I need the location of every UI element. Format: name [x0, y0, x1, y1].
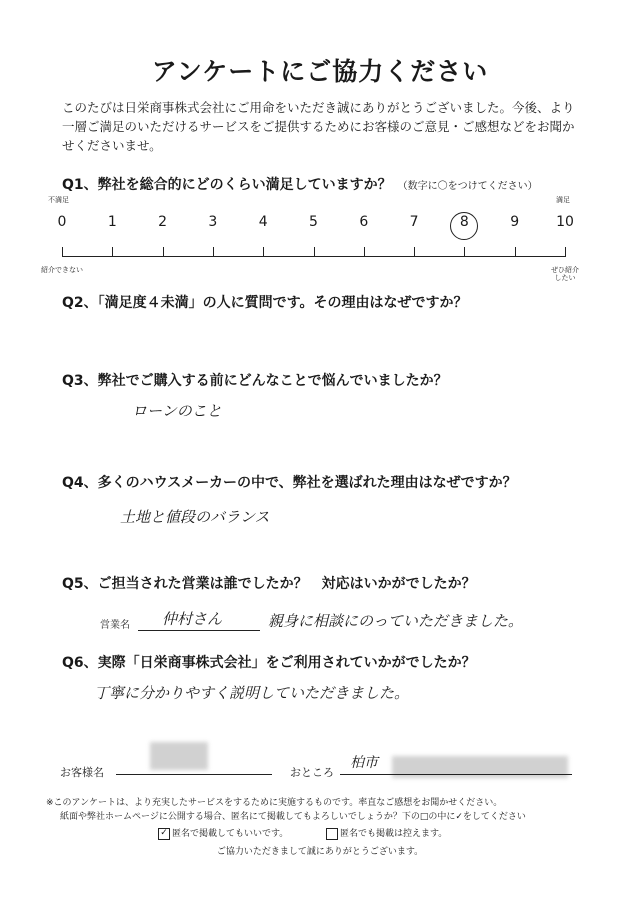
q5-question: Q5、ご担当された営業は誰でしたか？ 対応はいかがでしたか？	[62, 576, 476, 592]
q6-question: Q6、実際「日栄商事株式会社」をご利用されていかがでしたか？	[62, 655, 476, 671]
scale-number-0[interactable]: 0	[57, 214, 67, 230]
scale-left-label: 不満足	[48, 196, 69, 204]
footer-line2: 紙面や弊社ホームページに公開する場合、匿名にて掲載してもよろしいでしょうか？下の□の中に✓をしてください	[60, 812, 526, 822]
q4-answer: 土地と値段のバランス	[120, 508, 270, 526]
q1-question	[62, 174, 538, 194]
scale-bottom-right: ぜひ紹介したい	[551, 266, 579, 282]
page-title: アンケートにご協力ください	[151, 57, 489, 86]
q6-answer: 丁寧に分かりやすく説明していただきました。	[94, 684, 410, 702]
address-underline	[340, 774, 572, 775]
q4-question: Q4、多くのハウスメーカーの中で、弊社を選ばれた理由はなぜですか？	[62, 475, 517, 491]
option1-checkbox[interactable]: ✓	[158, 828, 170, 840]
sales-underline	[138, 630, 260, 631]
scale-number-8[interactable]: 8	[459, 214, 469, 230]
q1-label: Q1、弊社を総合的にどのくらい満足していますか？	[62, 177, 392, 193]
scale-line	[62, 256, 565, 257]
scale-number-4[interactable]: 4	[258, 214, 268, 230]
sales-label: 営業名	[100, 620, 130, 631]
sales-name: 仲村さん	[162, 610, 223, 628]
selected-circle	[450, 212, 478, 240]
scale-number-5[interactable]: 5	[309, 214, 318, 230]
q2-question: Q2、「満足度４未満」の人に質問です。その理由はなぜですか？	[62, 295, 468, 311]
scale-number-1[interactable]: 1	[107, 214, 117, 230]
customer-name-redacted	[150, 742, 208, 770]
footer-line1: ※このアンケートは、より充実したサービスをするために実施するものです。率直なご感想をお聞かせください。	[46, 798, 503, 808]
scale-number-10[interactable]: 10	[556, 214, 574, 230]
scale-number-9[interactable]: 9	[510, 214, 520, 230]
q3-answer: ローンのこと	[132, 402, 222, 420]
customer-name-underline	[116, 774, 272, 775]
customer-name-label: お客様名	[60, 766, 104, 779]
scale-tick	[565, 247, 566, 257]
q3-question: Q3、弊社でご購入する前にどんなことで悩んでいましたか？	[62, 373, 448, 389]
option2-checkbox[interactable]	[326, 828, 338, 840]
scale-number-6[interactable]: 6	[359, 214, 369, 230]
footer-thanks: ご協力いただきまして誠にありがとうございます。	[216, 847, 424, 857]
option-anonymous-ok	[158, 826, 288, 840]
q5-answer: 親身に相談にのっていただきました。	[268, 612, 523, 630]
option-anonymous-decline	[326, 826, 447, 840]
address-label: おところ	[290, 766, 334, 779]
scale-number-2[interactable]: 2	[158, 214, 168, 230]
q1-note: （数字に〇をつけてください）	[397, 181, 538, 192]
address-prefix: 柏市	[350, 755, 378, 771]
scale-bottom-left: 紹介できない	[41, 266, 83, 274]
intro-text: このたびは日栄商事株式会社にご用命をいただき誠にありがとうございました。今後、より一層ご満足のいただけるサービスをご提供するためにお客様のご意見・ご感想などをお聞かせくださいませ。	[62, 100, 575, 153]
option2-label: 匿名でも掲載は控えます。	[340, 829, 448, 839]
scale-number-3[interactable]: 3	[208, 214, 218, 230]
scale-right-label: 満足	[556, 196, 570, 204]
option1-label: 匿名で掲載してもいいです。	[172, 829, 289, 839]
scale-number-7[interactable]: 7	[409, 214, 419, 230]
